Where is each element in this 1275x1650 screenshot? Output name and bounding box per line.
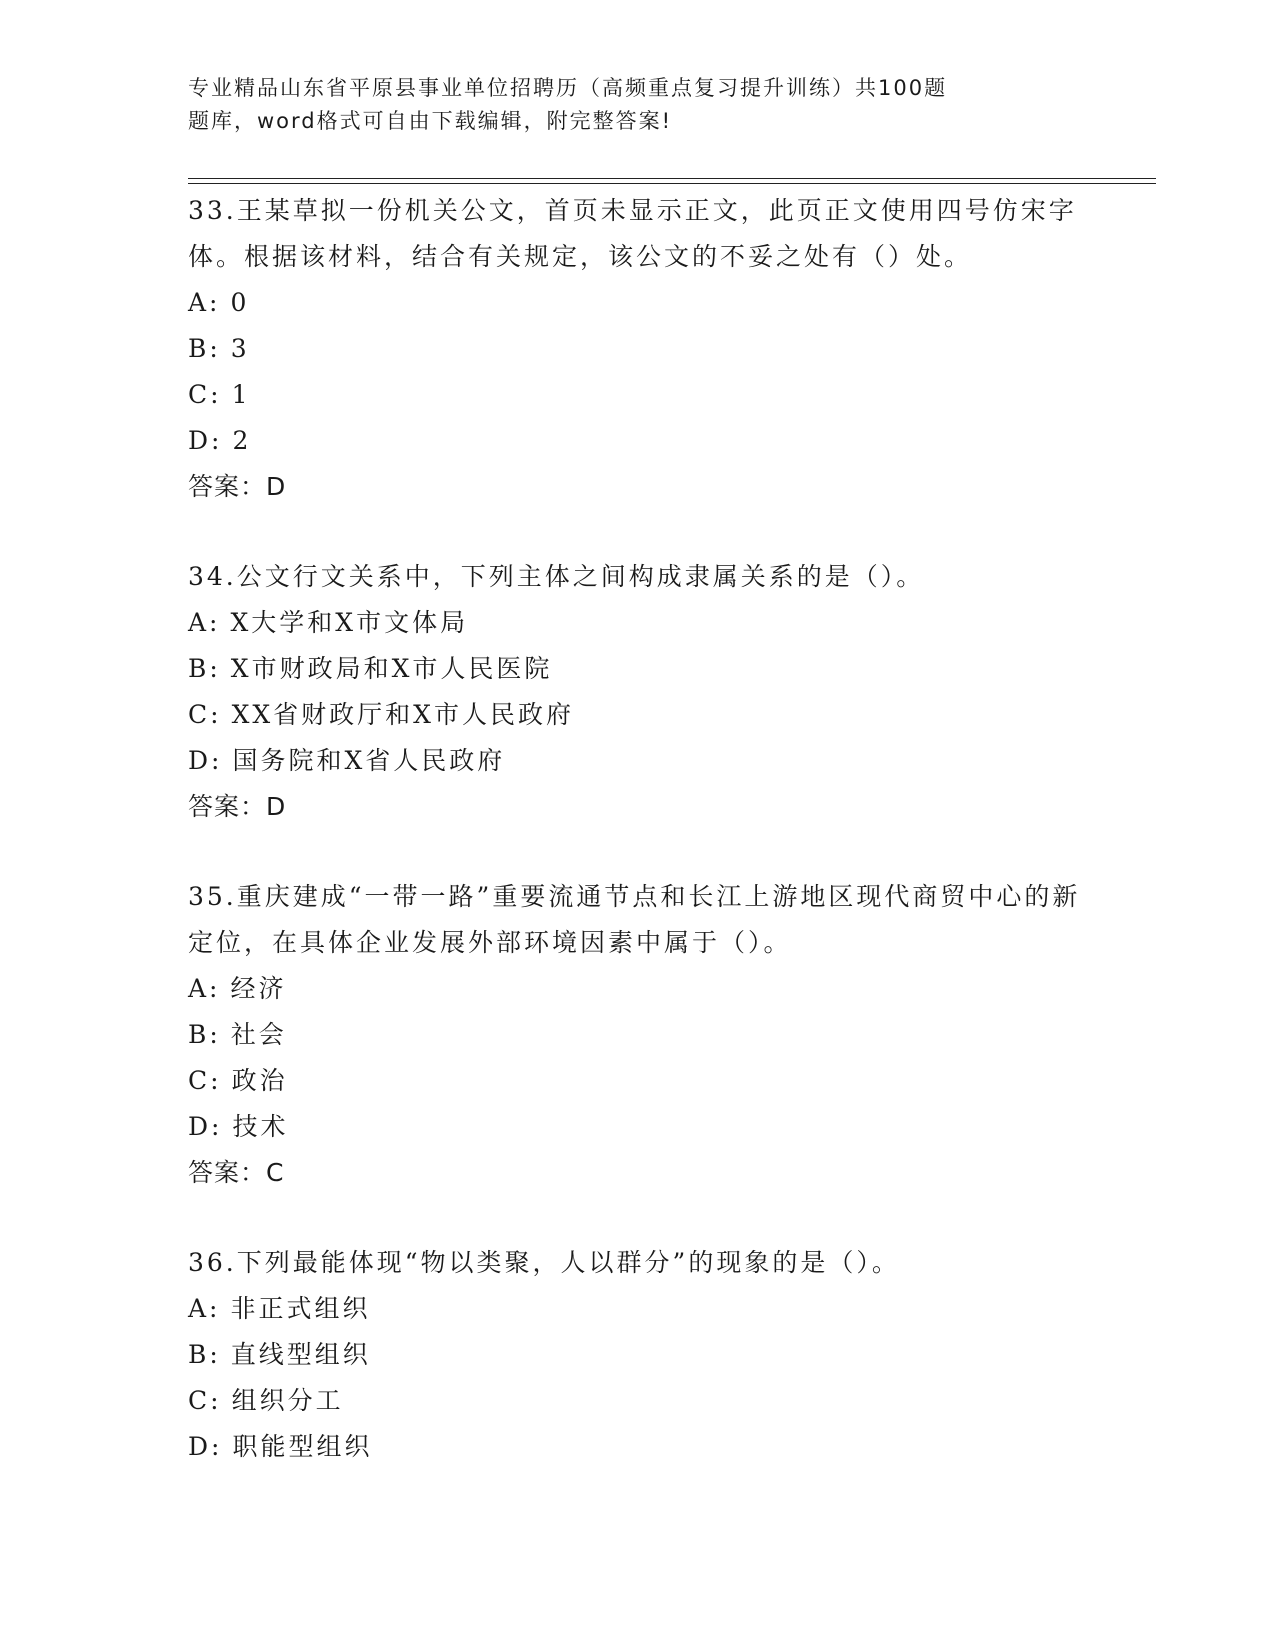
option-key: B: <box>188 654 221 683</box>
option-c <box>188 1058 1088 1104</box>
header-line-2: 题库，word格式可自由下载编辑，附完整答案! <box>188 109 673 133</box>
question-stem: 36.下列最能体现“物以类聚，人以群分”的现象的是（）。 <box>188 1248 900 1277</box>
option-key: D: <box>188 426 223 455</box>
option-c <box>188 372 1088 418</box>
option-text: 经济 <box>230 974 287 1003</box>
option-text: X市财政局和X市人民医院 <box>230 654 553 683</box>
option-b <box>188 1012 1088 1058</box>
option-b <box>188 326 1088 372</box>
answer-label: 答案：D <box>188 792 287 821</box>
option-key: A: <box>188 974 221 1003</box>
option-d <box>188 418 1088 464</box>
document-header <box>188 72 1048 138</box>
option-key: D: <box>188 1112 223 1141</box>
option-a <box>188 966 1088 1012</box>
option-c <box>188 692 1088 738</box>
question-36 <box>188 1240 1088 1470</box>
option-key: A: <box>188 288 221 317</box>
option-text: 0 <box>230 288 250 317</box>
option-key: D: <box>188 1432 223 1461</box>
option-text: 非正式组织 <box>230 1294 371 1323</box>
option-a <box>188 1286 1088 1332</box>
question-33 <box>188 188 1088 510</box>
option-b <box>188 1332 1088 1378</box>
option-key: C: <box>188 380 222 409</box>
question-stem: 34.公文行文关系中，下列主体之间构成隶属关系的是（）。 <box>188 562 925 591</box>
option-d <box>188 738 1088 784</box>
option-key: B: <box>188 334 221 363</box>
option-text: 3 <box>230 334 250 363</box>
option-text: 直线型组织 <box>230 1340 371 1369</box>
question-34 <box>188 554 1088 830</box>
header-divider-top <box>188 178 1156 179</box>
option-text: 政治 <box>231 1066 288 1095</box>
option-key: B: <box>188 1020 221 1049</box>
question-stem: 35.重庆建成“一带一路”重要流通节点和长江上游地区现代商贸中心的新定位，在具体企业发展外部环境因素中属于（）。 <box>188 882 1081 957</box>
option-d <box>188 1104 1088 1150</box>
option-a <box>188 600 1088 646</box>
option-c <box>188 1378 1088 1424</box>
option-text: 国务院和X省人民政府 <box>232 746 506 775</box>
option-key: A: <box>188 608 221 637</box>
header-line-1: 专业精品山东省平原县事业单位招聘历（高频重点复习提升训练）共100题 <box>188 76 948 100</box>
answer-label: 答案：D <box>188 472 287 501</box>
option-text: 职能型组织 <box>232 1432 373 1461</box>
option-d <box>188 1424 1088 1470</box>
answer-label: 答案：C <box>188 1158 285 1187</box>
option-text: 2 <box>232 426 252 455</box>
option-text: X大学和X市文体局 <box>230 608 469 637</box>
option-key: C: <box>188 1386 222 1415</box>
option-key: A: <box>188 1294 221 1323</box>
option-text: 技术 <box>232 1112 289 1141</box>
option-a <box>188 280 1088 326</box>
header-divider-bottom <box>188 183 1156 184</box>
option-text: XX省财政厅和X市人民政府 <box>231 700 574 729</box>
option-key: C: <box>188 700 222 729</box>
option-text: 社会 <box>230 1020 287 1049</box>
option-text: 组织分工 <box>231 1386 344 1415</box>
option-key: B: <box>188 1340 221 1369</box>
option-b <box>188 646 1088 692</box>
question-35 <box>188 874 1088 1196</box>
option-key: D: <box>188 746 223 775</box>
option-text: 1 <box>231 380 251 409</box>
option-key: C: <box>188 1066 222 1095</box>
question-stem: 33.王某草拟一份机关公文，首页未显示正文，此页正文使用四号仿宋字体。根据该材料，结合有关规定，该公文的不妥之处有（）处。 <box>188 196 1077 271</box>
